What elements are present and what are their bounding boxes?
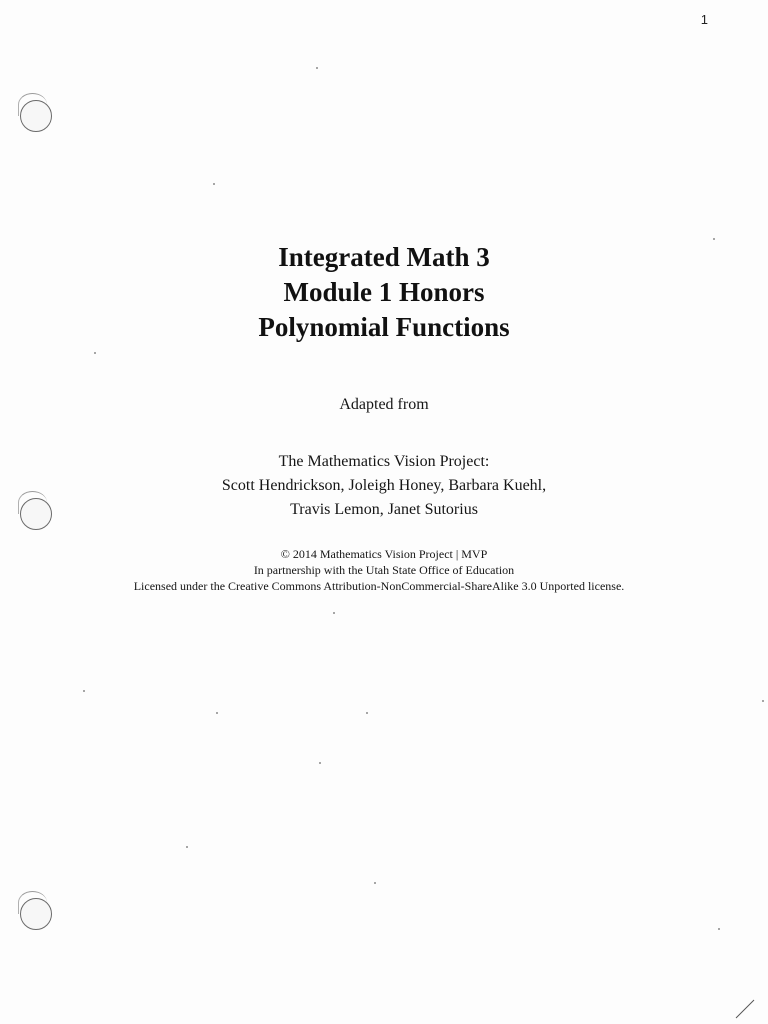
scan-speck — [374, 882, 376, 884]
scan-speck — [94, 352, 96, 354]
copyright-notice: © 2014 Mathematics Vision Project | MVP — [280, 547, 488, 561]
document-title — [0, 240, 768, 345]
copyright-block — [0, 546, 768, 594]
scan-speck — [762, 700, 764, 702]
scan-speck — [319, 762, 321, 764]
scan-speck — [213, 183, 215, 185]
punch-hole-bottom — [20, 898, 52, 930]
partnership-notice: In partnership with the Utah State Office of Education — [253, 563, 515, 577]
scan-speck — [366, 712, 368, 714]
project-name: The Mathematics Vision Project: — [278, 453, 490, 470]
scan-speck — [713, 238, 715, 240]
authors-block — [0, 450, 768, 522]
author-names-1: Scott Hendrickson, Joleigh Honey, Barbara Kuehl, — [221, 477, 547, 494]
scan-speck — [718, 928, 720, 930]
punch-hole-top — [20, 100, 52, 132]
scan-speck — [316, 67, 318, 69]
title-course: Integrated Math 3 — [278, 242, 490, 272]
scan-speck — [216, 712, 218, 714]
title-topic: Polynomial Functions — [258, 312, 510, 342]
page-number: 1 — [700, 12, 708, 27]
license-notice: Licensed under the Creative Commons Attribution-NonCommercial-ShareAlike 3.0 Unported license. — [133, 579, 625, 593]
scan-speck — [186, 846, 188, 848]
adapted-from-text: Adapted from — [339, 396, 429, 413]
scan-speck — [83, 690, 85, 692]
author-names-2: Travis Lemon, Janet Sutorius — [290, 501, 478, 518]
title-module: Module 1 Honors — [283, 277, 485, 307]
pencil-mark-icon — [734, 998, 756, 1020]
scan-speck — [333, 612, 335, 614]
